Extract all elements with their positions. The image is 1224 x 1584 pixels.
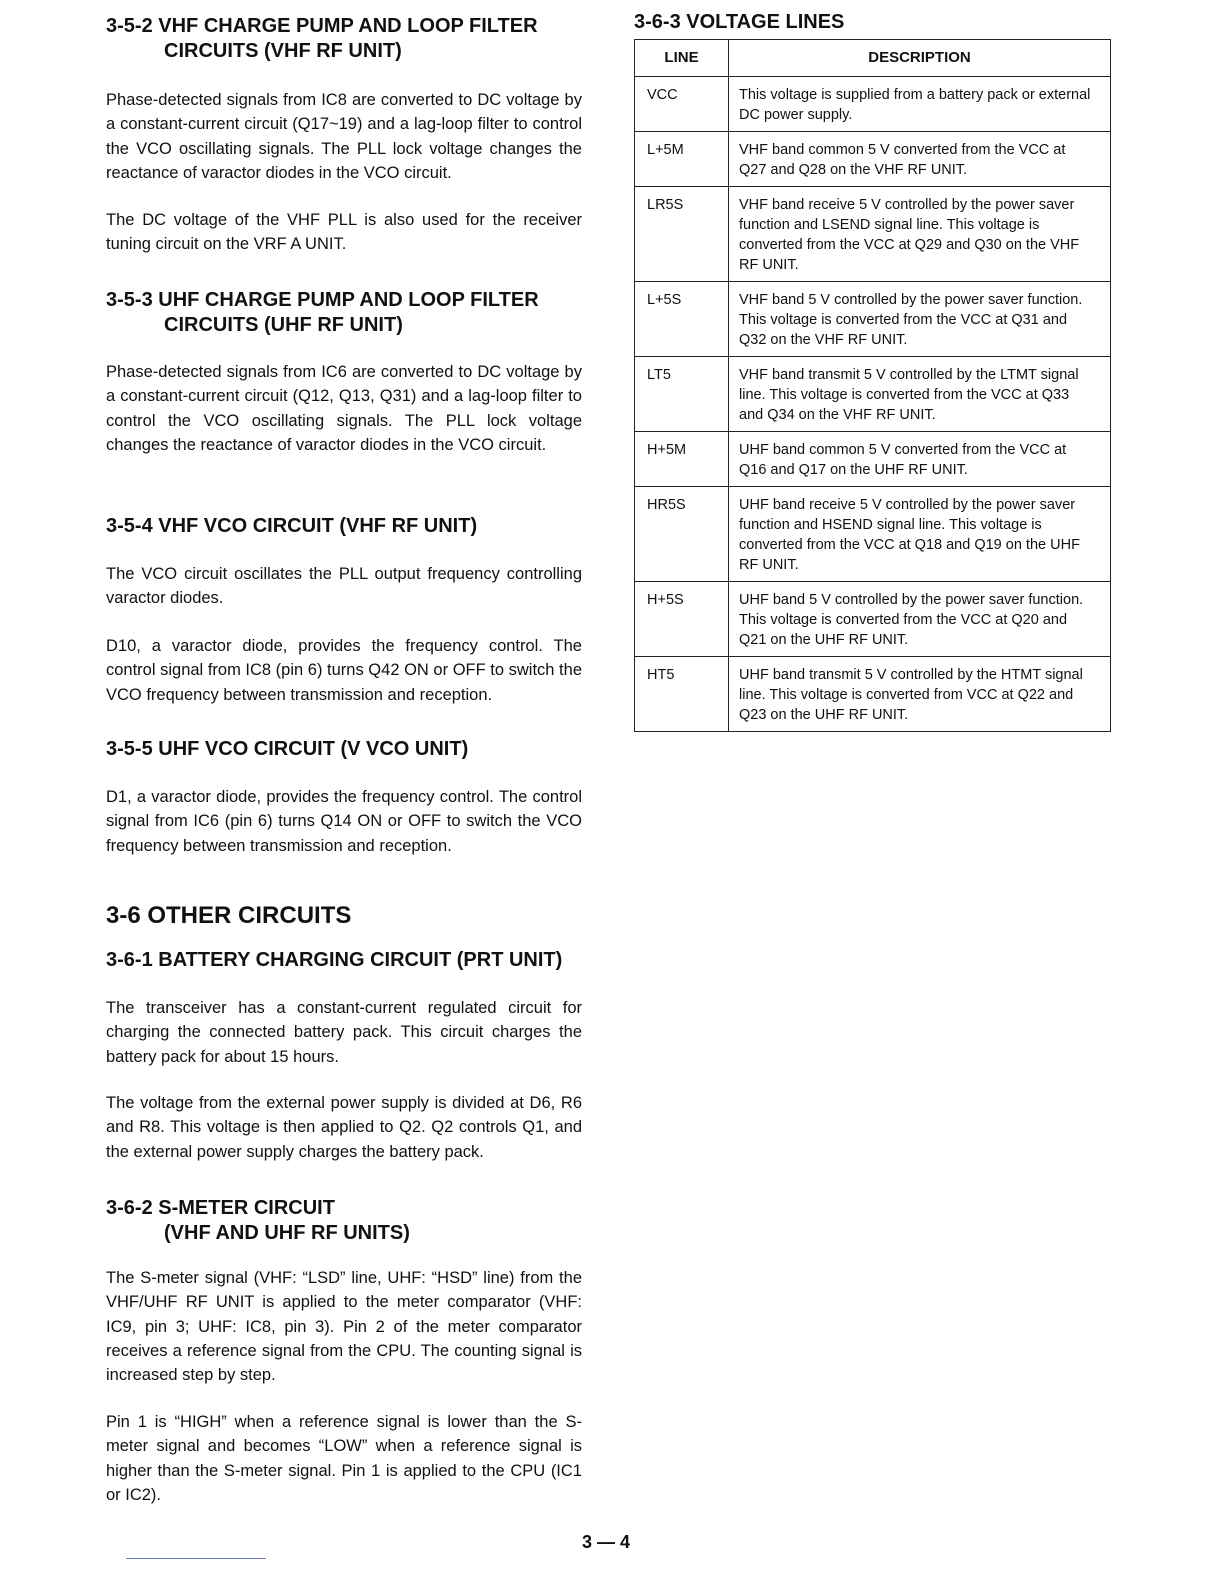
section-heading: 3-5-4 VHF VCO CIRCUIT (VHF RF UNIT) <box>106 515 478 537</box>
table-row <box>635 187 1111 282</box>
section-heading <box>106 14 582 64</box>
section-3-5-2 <box>106 14 582 64</box>
heading-line-1: S-METER CIRCUIT <box>158 1197 335 1219</box>
cell-description: UHF band 5 V controlled by the power saver function. This voltage is converted from the VCC at Q20 and Q21 on the UHF RF UNIT. <box>729 582 1111 657</box>
table-row <box>635 357 1111 432</box>
cell-line: HR5S <box>635 487 729 582</box>
paragraph: The transceiver has a constant-current regulated circuit for charging the connected battery pack. This circuit charges the battery pack for about 15 hours. <box>106 999 582 1066</box>
paragraph: The voltage from the external power supply is divided at D6, R6 and R8. This voltage is then applied to Q2. Q2 controls Q1, and the external power supply charges the battery pack. <box>106 1094 582 1161</box>
table-row <box>635 432 1111 487</box>
table-row <box>635 487 1111 582</box>
chapter-heading: 3-6 OTHER CIRCUITS <box>106 902 352 929</box>
cell-description: VHF band transmit 5 V controlled by the LTMT signal line. This voltage is converted from the VCC at Q33 and Q34 on the VHF RF UNIT. <box>729 357 1111 432</box>
heading-line-2: (VHF AND UHF RF UNITS) <box>164 1222 410 1244</box>
heading-number: 3-5-2 <box>106 15 153 37</box>
cell-line: VCC <box>635 77 729 132</box>
paragraph: D1, a varactor diode, provides the frequency control. The control signal from IC6 (pin 6) turns Q14 ON or OFF to switch the VCO frequency between transmission and reception. <box>106 788 582 855</box>
section-heading: 3-6-3 VOLTAGE LINES <box>634 11 845 33</box>
heading-line-2: CIRCUITS (VHF RF UNIT) <box>164 40 402 62</box>
paragraph: The VCO circuit oscillates the PLL output frequency controlling varactor diodes. <box>106 565 582 608</box>
table-row <box>635 657 1111 732</box>
page-number: 3 — 4 <box>582 1532 631 1552</box>
cell-description: VHF band 5 V controlled by the power saver function. This voltage is converted from the VCC at Q31 and Q32 on the VHF RF UNIT. <box>729 282 1111 357</box>
table-row <box>635 582 1111 657</box>
column-header-description: DESCRIPTION <box>729 40 1111 77</box>
section-3-5-3 <box>106 288 582 338</box>
section-heading: 3-5-5 UHF VCO CIRCUIT (V VCO UNIT) <box>106 738 469 760</box>
table-body <box>635 77 1111 732</box>
paragraph: Phase-detected signals from IC8 are converted to DC voltage by a constant-current circuit (Q17~19) and a lag-loop filter to control the VCO oscillating signals. The PLL lock voltage changes the reactance of varactor diodes in the VCO circuit. <box>106 91 582 182</box>
cell-description: This voltage is supplied from a battery pack or external DC power supply. <box>729 77 1111 132</box>
paragraph: D10, a varactor diode, provides the frequency control. The control signal from IC8 (pin 6) turns Q42 ON or OFF to switch the VCO frequency between transmission and reception. <box>106 637 582 704</box>
cell-description: UHF band transmit 5 V controlled by the HTMT signal line. This voltage is converted from VCC at Q22 and Q23 on the UHF RF UNIT. <box>729 657 1111 732</box>
right-column <box>634 10 1110 732</box>
cell-line: L+5S <box>635 282 729 357</box>
cell-line: L+5M <box>635 132 729 187</box>
paragraph: Phase-detected signals from IC6 are converted to DC voltage by a constant-current circuit (Q12, Q13, Q31) and a lag-loop filter to control the VCO oscillating signals. The PLL lock voltage changes the reactance of varactor diodes in the VCO circuit. <box>106 363 582 454</box>
footer-rule <box>126 1558 266 1559</box>
cell-line: H+5S <box>635 582 729 657</box>
cell-line: LT5 <box>635 357 729 432</box>
paragraph: Pin 1 is “HIGH” when a reference signal is lower than the S-meter signal and becomes “LOW” when a reference signal is higher than the S-meter signal. Pin 1 is applied to the CPU (IC1 or IC2). <box>106 1413 582 1504</box>
section-heading: 3-6-1 BATTERY CHARGING CIRCUIT (PRT UNIT) <box>106 949 563 971</box>
cell-line: H+5M <box>635 432 729 487</box>
heading-number: 3-6-2 <box>106 1197 153 1219</box>
heading-number: 3-5-3 <box>106 289 153 311</box>
section-heading <box>106 288 582 338</box>
paragraph: The DC voltage of the VHF PLL is also used for the receiver tuning circuit on the VRF A UNIT. <box>106 211 582 254</box>
section-heading <box>106 1196 582 1246</box>
cell-description: UHF band common 5 V converted from the VCC at Q16 and Q17 on the UHF RF UNIT. <box>729 432 1111 487</box>
heading-line-1: UHF CHARGE PUMP AND LOOP FILTER <box>158 289 539 311</box>
cell-description: VHF band common 5 V converted from the VCC at Q27 and Q28 on the VHF RF UNIT. <box>729 132 1111 187</box>
table-row <box>635 132 1111 187</box>
voltage-lines-table <box>634 39 1111 732</box>
section-3-6-2 <box>106 1196 582 1246</box>
table-header-row <box>635 40 1111 77</box>
table-row <box>635 77 1111 132</box>
cell-description: UHF band receive 5 V controlled by the power saver function and HSEND signal line. This voltage is converted from the VCC at Q18 and Q19 on the UHF RF UNIT. <box>729 487 1111 582</box>
heading-line-2: CIRCUITS (UHF RF UNIT) <box>164 314 403 336</box>
column-header-line: LINE <box>635 40 729 77</box>
paragraph: The S-meter signal (VHF: “LSD” line, UHF: “HSD” line) from the VHF/UHF RF UNIT is applied to the meter comparator (VHF: IC9, pin 3; UHF: IC8, pin 3). Pin 2 of the meter comparator receives a reference signal from the CPU. The counting signal is increased step by step. <box>106 1269 582 1385</box>
cell-description: VHF band receive 5 V controlled by the power saver function and LSEND signal line. This voltage is converted from the VCC at Q29 and Q30 on the VHF RF UNIT. <box>729 187 1111 282</box>
cell-line: HT5 <box>635 657 729 732</box>
table-row <box>635 282 1111 357</box>
heading-line-1: VHF CHARGE PUMP AND LOOP FILTER <box>158 15 538 37</box>
cell-line: LR5S <box>635 187 729 282</box>
